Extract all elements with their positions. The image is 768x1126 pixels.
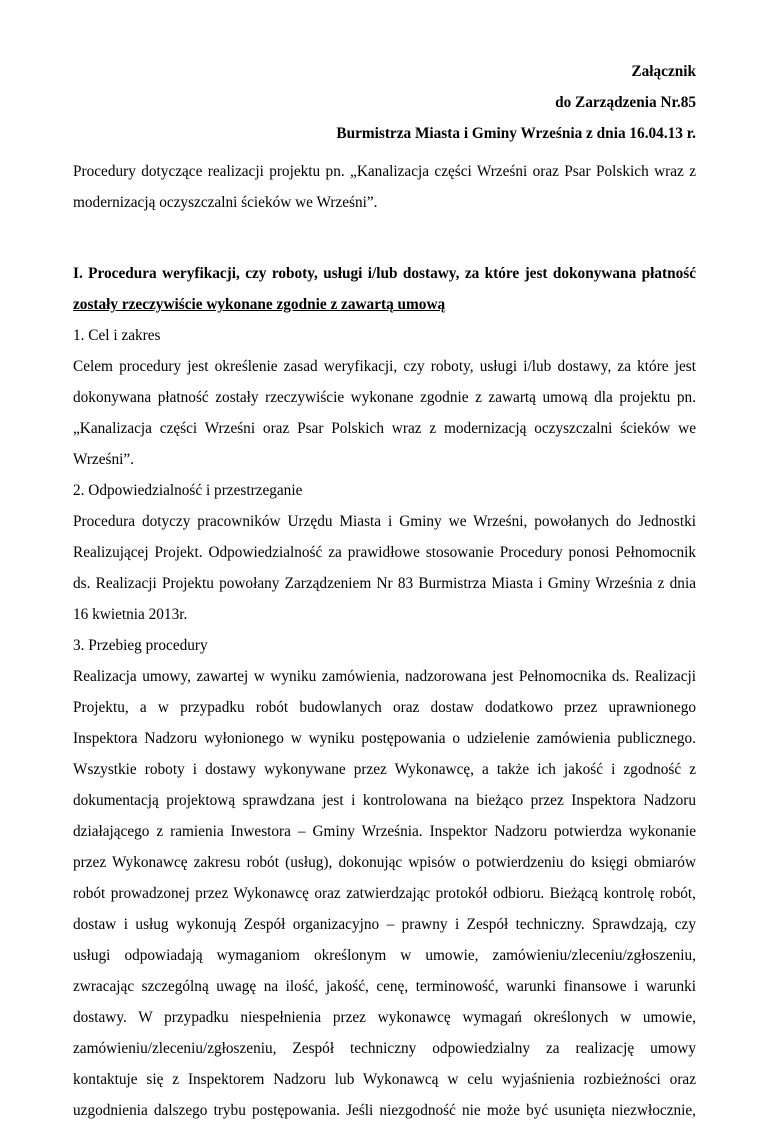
subsection-heading-goal: 1. Cel i zakres: [73, 327, 161, 344]
paragraph-line: zwracając szczególną uwagę na ilość, jakość, cenę, terminowość, warunki finansowe i warunki: [73, 978, 696, 995]
section-1: [73, 258, 696, 1126]
paragraph-line: ds. Realizacji Projektu powołany Zarządzeniem Nr 83 Burmistrza Miasta i Gminy Września z dnia: [73, 575, 696, 592]
intro-line: modernizacją oczyszczalni ścieków we Wrześni”.: [73, 194, 378, 211]
paragraph-line: Wrześni”.: [73, 451, 134, 468]
paragraph-line: działającego z ramienia Inwestora – Gminy Września. Inspektor Nadzoru potwierdza wykonanie: [73, 823, 696, 840]
paragraph-line: dostaw i usług wykonują Zespół organizacyjno – prawny i Zespół techniczny. Sprawdzają, czy: [73, 916, 696, 933]
paragraph-line: zamówieniu/zleceniu/zgłoszeniu, Zespół techniczny odpowiedzialny za realizację umowy: [73, 1040, 696, 1057]
header-line-attachment: Załącznik: [631, 63, 696, 80]
paragraph-line: dokumentacją projektową sprawdzana jest i kontrolowana na bieżąco przez Inspektora Nadzoru: [73, 792, 696, 809]
paragraph-line: Realizującej Projekt. Odpowiedzialność za prawidłowe stosowanie Procedury ponosi Pełnomocnik: [73, 544, 696, 561]
intro-paragraph: [73, 156, 696, 218]
paragraph-line: usługi odpowiadają wymaganiom określonym w umowie, zamówieniu/zleceniu/zgłoszeniu,: [73, 947, 696, 964]
paragraph-line: dokonywana płatność zostały rzeczywiście wykonane zgodnie z zawartą umową dla projektu pn.: [73, 389, 696, 406]
paragraph-line: robót prowadzonej przez Wykonawcę oraz zatwierdzając protokół odbioru. Bieżącą kontrolę robót,: [73, 885, 696, 902]
paragraph-line: przez Wykonawcę zakresu robót (usług), dokonując wpisów o potwierdzeniu do księgi obmiarów: [73, 854, 696, 871]
paragraph-line: Projektu, a w przypadku robót budowlanych oraz dostaw dodatkowo przez uprawnionego: [73, 699, 696, 716]
header-line-ordinance: do Zarządzenia Nr.85: [555, 94, 696, 111]
attachment-header: [73, 56, 696, 149]
paragraph-line: kontaktuje się z Inspektorem Nadzoru lub Wykonawcą w celu wyjaśnienia rozbieżności oraz: [73, 1071, 696, 1088]
header-line-mayor: Burmistrza Miasta i Gminy Września z dnia 16.04.13 r.: [336, 125, 696, 142]
paragraph-line: Wszystkie roboty i dostawy wykonywane przez Wykonawcę, a także ich jakość i zgodność z: [73, 761, 696, 778]
intro-line: Procedury dotyczące realizacji projektu pn. „Kanalizacja części Wrześni oraz Psar Polskich wraz z: [73, 163, 696, 180]
section-title-line: I. Procedura weryfikacji, czy roboty, usługi i/lub dostawy, za które jest dokonywana płatność: [73, 265, 696, 282]
paragraph-line: 16 kwietnia 2013r.: [73, 606, 188, 623]
paragraph-line: Procedura dotyczy pracowników Urzędu Miasta i Gminy we Wrześni, powołanych do Jednostki: [73, 513, 696, 530]
paragraph-line: uzgodnienia dalszego trybu postępowania. Jeśli niezgodność nie może być usunięta niezwłocznie,: [73, 1102, 696, 1119]
paragraph-line: Inspektora Nadzoru wyłonionego w wyniku postępowania o udzielenie zamówienia publicznego.: [73, 730, 696, 747]
subsection-heading-procedure: 3. Przebieg procedury: [73, 637, 208, 654]
section-title-line: zostały rzeczywiście wykonane zgodnie z zawartą umową: [73, 296, 446, 313]
paragraph-line: Realizacja umowy, zawartej w wyniku zamówienia, nadzorowana jest Pełnomocnika ds. Realizacji: [73, 668, 696, 685]
paragraph-line: dostawy. W przypadku niespełnienia przez wykonawcę wymagań określonych w umowie,: [73, 1009, 696, 1026]
paragraph-line: „Kanalizacja części Wrześni oraz Psar Polskich wraz z modernizacją oczyszczalni ścieków we: [73, 420, 696, 437]
paragraph-line: Celem procedury jest określenie zasad weryfikacji, czy roboty, usługi i/lub dostawy, za które jest: [73, 358, 696, 375]
subsection-heading-responsibility: 2. Odpowiedzialność i przestrzeganie: [73, 482, 303, 499]
